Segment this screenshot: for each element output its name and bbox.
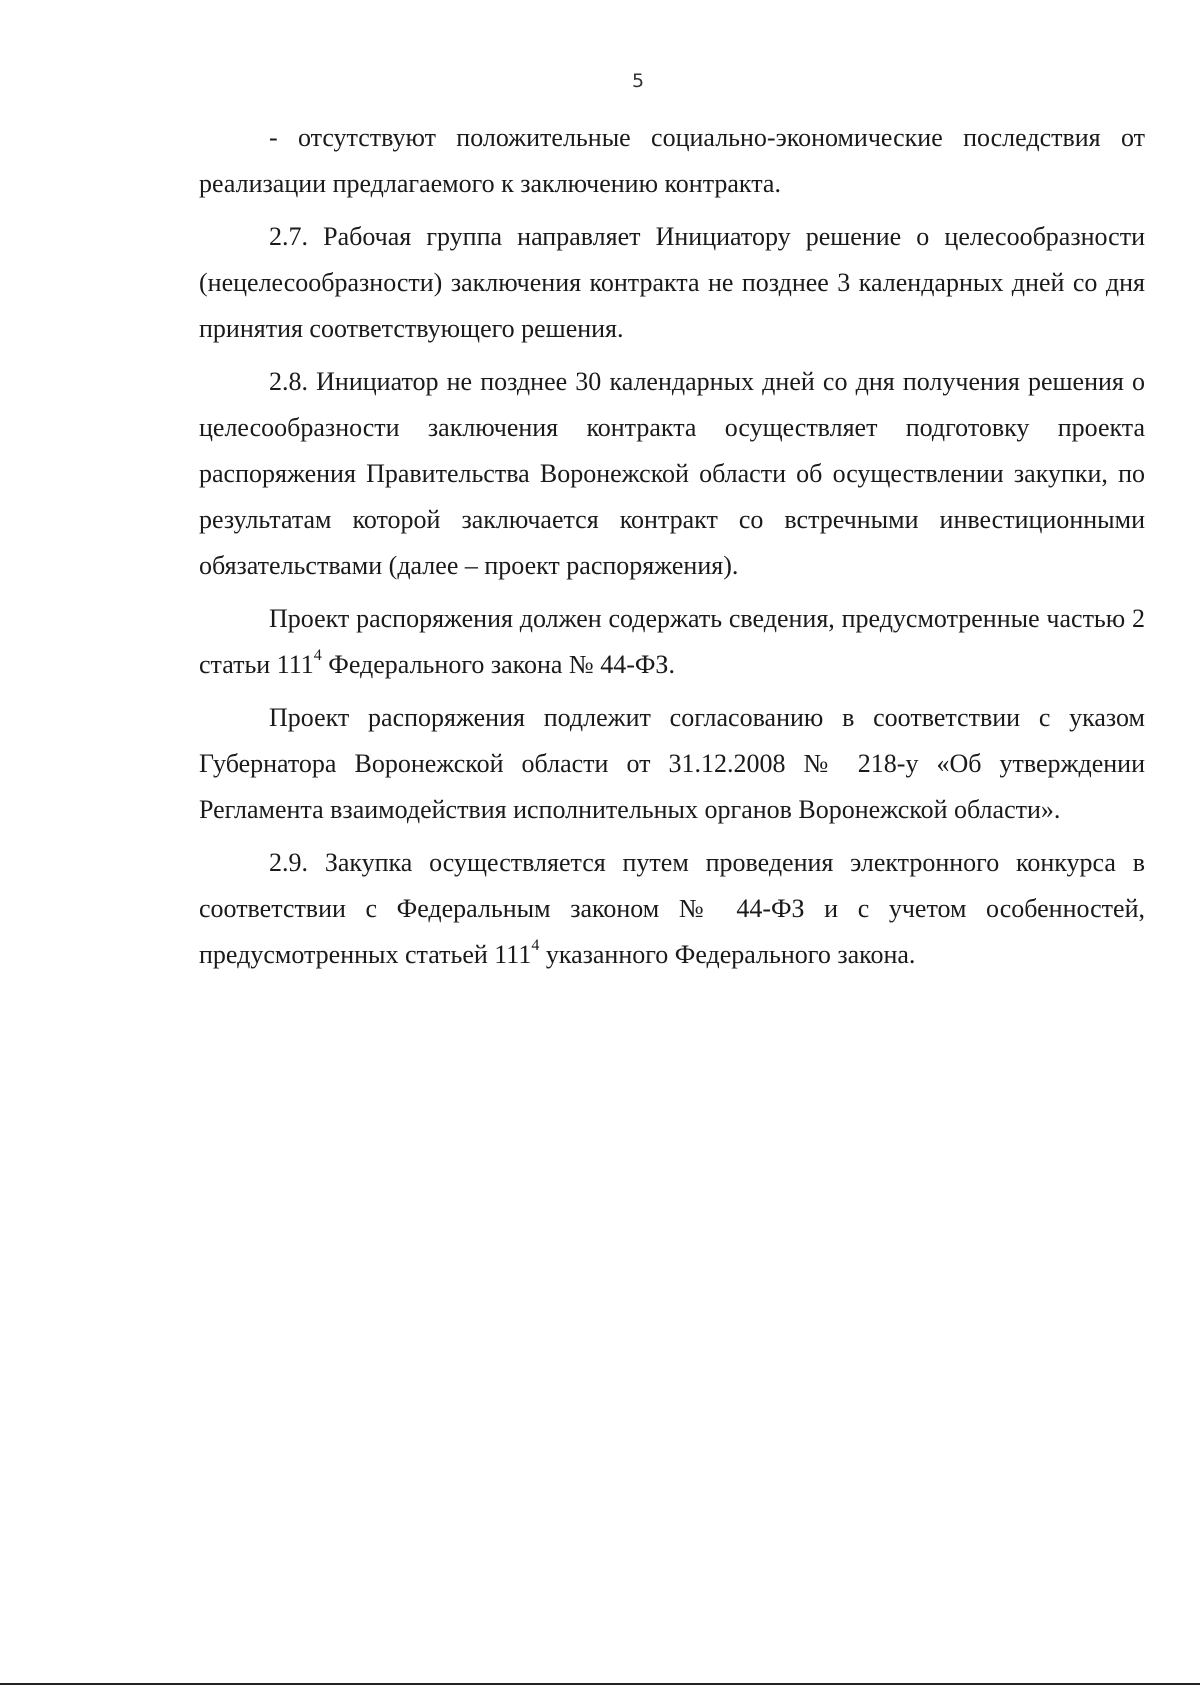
bottom-edge-line [0, 1683, 1200, 1685]
paragraph-consequences: - отсутствуют положительные социально-экономические последствия от реализации предлагаемого к заключению контракта. [199, 123, 1145, 198]
paragraph-2-8: 2.8. Инициатор не позднее 30 календарных дней со дня получения решения о целесообразности заключения контракта осуществляет подготовку проекта распоряжения Правительства Воронежской области об осуществлении закупки, по результатам которой заключается контракт со встречными инвестиционными обязательствами (далее – проект распоряжения). [199, 367, 1145, 580]
paragraph-project-content-tail: Федерального закона № 44-ФЗ. [321, 650, 675, 679]
page-number: 5 [631, 70, 645, 92]
paragraph-2-9-tail: указанного Федерального закона. [539, 940, 916, 969]
paragraph-2-9 [199, 840, 1145, 978]
paragraph-2-7: 2.7. Рабочая группа направляет Инициатору решение о целесообразности (нецелесообразности) заключения контракта не позднее 3 календарных дней со дня принятия соответствующего решения. [199, 222, 1145, 343]
document-body [199, 115, 1145, 978]
superscript-article-index: 4 [531, 937, 540, 955]
paragraph-project-content-text: Проект распоряжения должен содержать сведения, предусмотренные частью 2 статьи 111 [199, 604, 1145, 679]
paragraph-project-content [199, 596, 1145, 688]
paragraph-project-approval: Проект распоряжения подлежит согласованию в соответствии с указом Губернатора Воронежской области от 31.12.2008 № 218-у «Об утверждении Регламента взаимодействия исполнительных органов Воронежской области». [199, 703, 1145, 824]
superscript-article-index: 4 [313, 647, 322, 665]
paragraph-2-9-text: 2.9. Закупка осуществляется путем проведения электронного конкурса в соответствии с Федеральным законом № 44-ФЗ и с учетом особенностей, предусмотренных статьей 111 [199, 848, 1145, 969]
